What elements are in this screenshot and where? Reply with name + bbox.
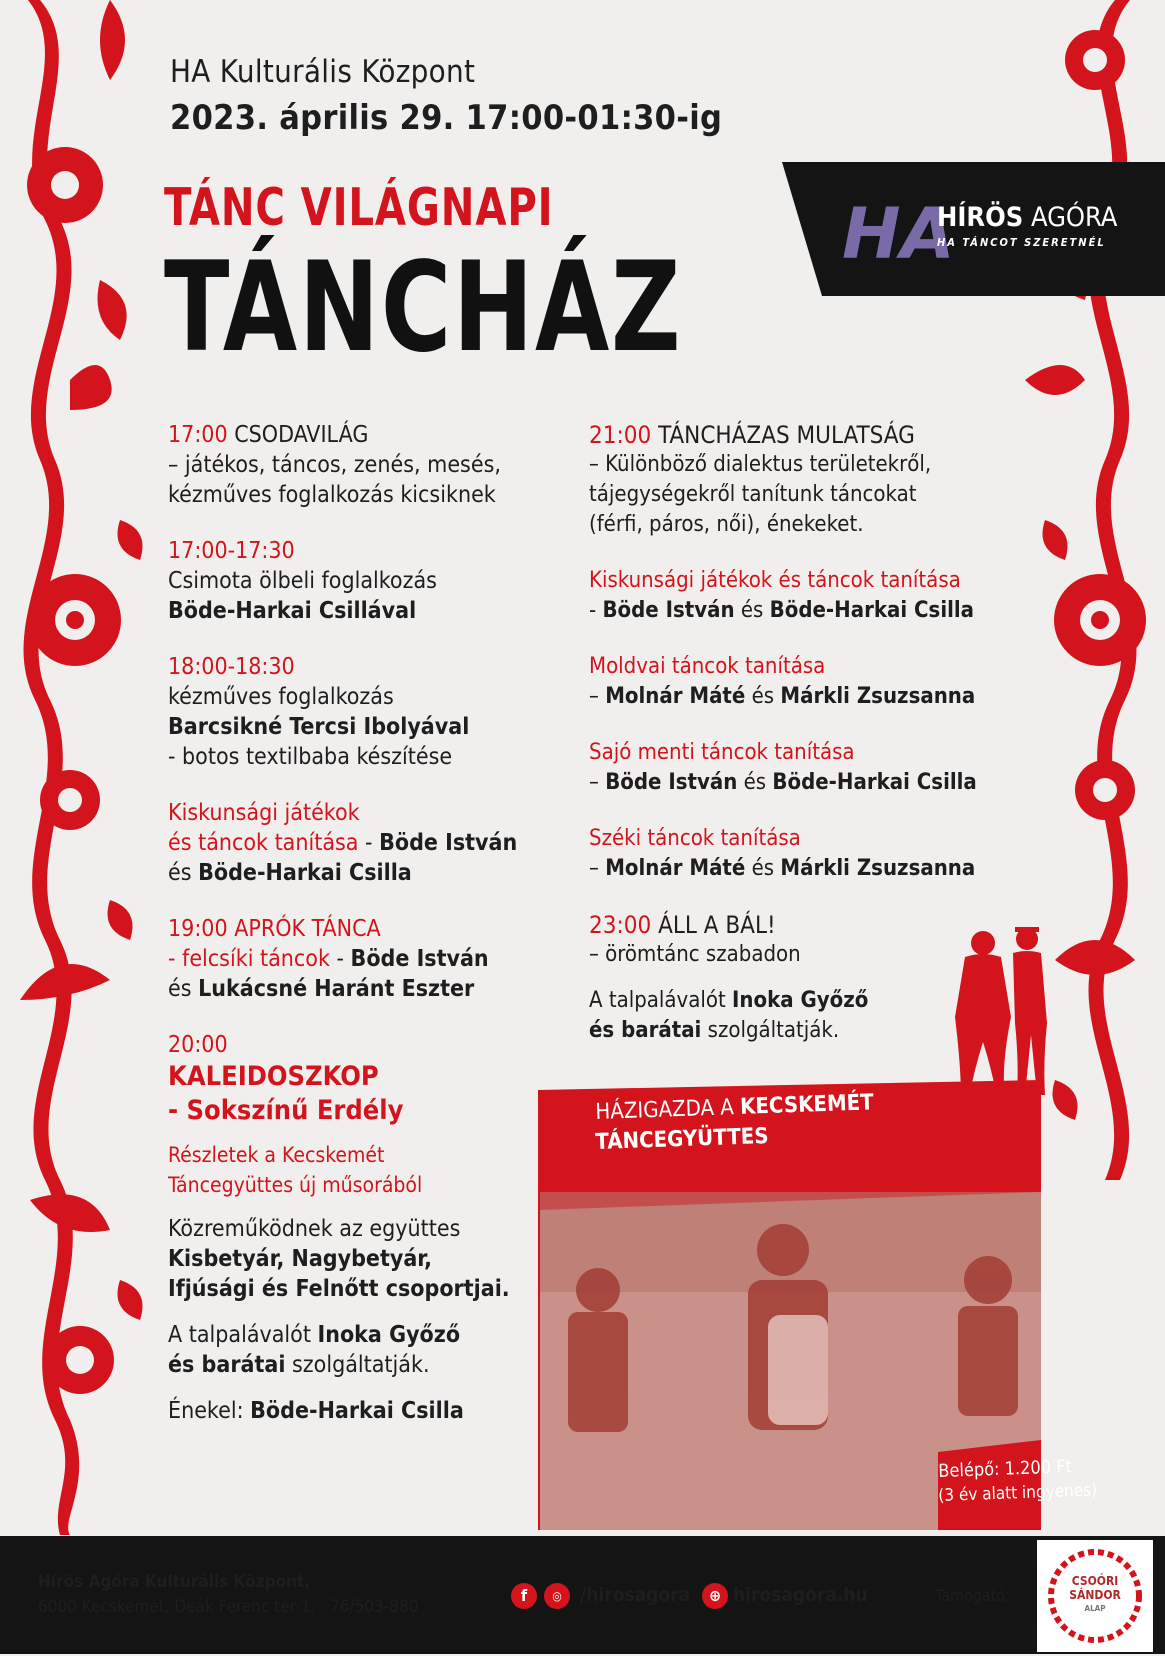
badge-tagline: HA TÁNCOT SZERETNÉL: [937, 236, 1106, 249]
left-program-column: [168, 420, 558, 1426]
program-block-music: A talpalávalót Inoka Győző és barátai szolgáltatják.: [589, 988, 869, 1043]
sponsor-label: Támogató:: [935, 1586, 1011, 1605]
badge-name: HÍRÖS AGÓRA: [937, 202, 1118, 233]
sponsor-logo: [1037, 1540, 1153, 1652]
sponsor-text-1: CSOÓRI: [1071, 1574, 1119, 1588]
event-title: TÁNCHÁZ: [164, 236, 683, 380]
program-block-csodavilag: 17:00 CSODAVILÁG – játékos, táncos, zenés, mesés, kézműves foglalkozás kicsiknek: [168, 422, 501, 508]
program-block-kaleidoszkop: 20:00 KALEIDOSZKOP - Sokszínű Erdély Részletek a Kecskemét Táncegyüttes új műsorából Közreműködnek az együttes Kisbetyár, Nagybetyár, Ifjúsági és Felnőtt csoportjai. A talpalávalót Inoka Győző és barátai szolgáltatják. Énekel: Böde-Harkai Csilla: [168, 1032, 510, 1424]
program-block-kezmuves: 18:00-18:30 kézműves foglalkozás Barcsikné Tercsi Ibolyával - botos textilbaba készítése: [168, 654, 470, 770]
ticket-note: (3 év alatt ingyenes): [938, 1480, 1098, 1506]
website-link[interactable]: hirosagora.hu: [733, 1584, 868, 1606]
program-block-csimota: 17:00-17:30 Csimota ölbeli foglalkozás Böde-Harkai Csillával: [168, 538, 437, 624]
event-subtitle: TÁNC VILÁGNAPI: [164, 178, 554, 238]
footer-address: 6000 Kecskemét, Deák Ferenc tér 1. · 76/503-880: [38, 1597, 419, 1617]
event-date: 2023. április 29. 17:00-01:30-ig: [170, 98, 723, 138]
sponsor-text-2: SÁNDOR: [1069, 1588, 1121, 1602]
venue: HA Kulturális Központ: [170, 54, 476, 90]
ha-logo-glyph: HA: [842, 193, 955, 275]
program-block-szeki: Széki táncok tanítása – Molnár Máté és Márkli Zsuzsanna: [589, 826, 976, 881]
social-handle-link[interactable]: /hirosagora: [580, 1584, 691, 1606]
program-block-bal: 23:00 ÁLL A BÁL! – örömtánc szabadon: [589, 911, 801, 967]
instagram-icon[interactable]: ◎: [544, 1583, 570, 1609]
program-block-kiskunsagi-right: Kiskunsági játékok és táncok tanítása - Böde István és Böde-Harkai Csilla: [589, 568, 975, 623]
facebook-icon[interactable]: f: [511, 1583, 537, 1609]
dancers-silhouette: [945, 925, 1065, 1100]
ticket-price: Belépő: 1.200 Ft: [938, 1456, 1073, 1482]
host-line-2: TÁNCEGYÜTTES: [595, 1123, 769, 1155]
program-block-kiskunsagi: Kiskunsági játékok és táncok tanítása - Böde István és Böde-Harkai Csilla: [168, 800, 518, 886]
program-block-mulatsag: 21:00 TÁNCHÁZAS MULATSÁG – Különböző dialektus területekről, tájegységekről tanítunk táncokat (férfi, páros, női), énekeket.: [589, 421, 932, 537]
sponsor-text-3: ALAP: [1084, 1604, 1106, 1613]
program-block-moldvai: Moldvai táncok tanítása – Molnár Máté és Márkli Zsuzsanna: [589, 654, 976, 709]
globe-icon[interactable]: ⊕: [702, 1583, 728, 1609]
program-block-aprok: 19:00 APRÓK TÁNCA - felcsíki táncok - Böde István és Lukácsné Haránt Eszter: [168, 916, 489, 1002]
host-line-1: HÁZIGAZDA A KECSKEMÉT: [595, 1090, 875, 1125]
footer-org: Hírös Agóra Kulturális Központ,: [38, 1572, 311, 1592]
program-block-sajo: Sajó menti táncok tanítása – Böde István és Böde-Harkai Csilla: [589, 740, 977, 795]
